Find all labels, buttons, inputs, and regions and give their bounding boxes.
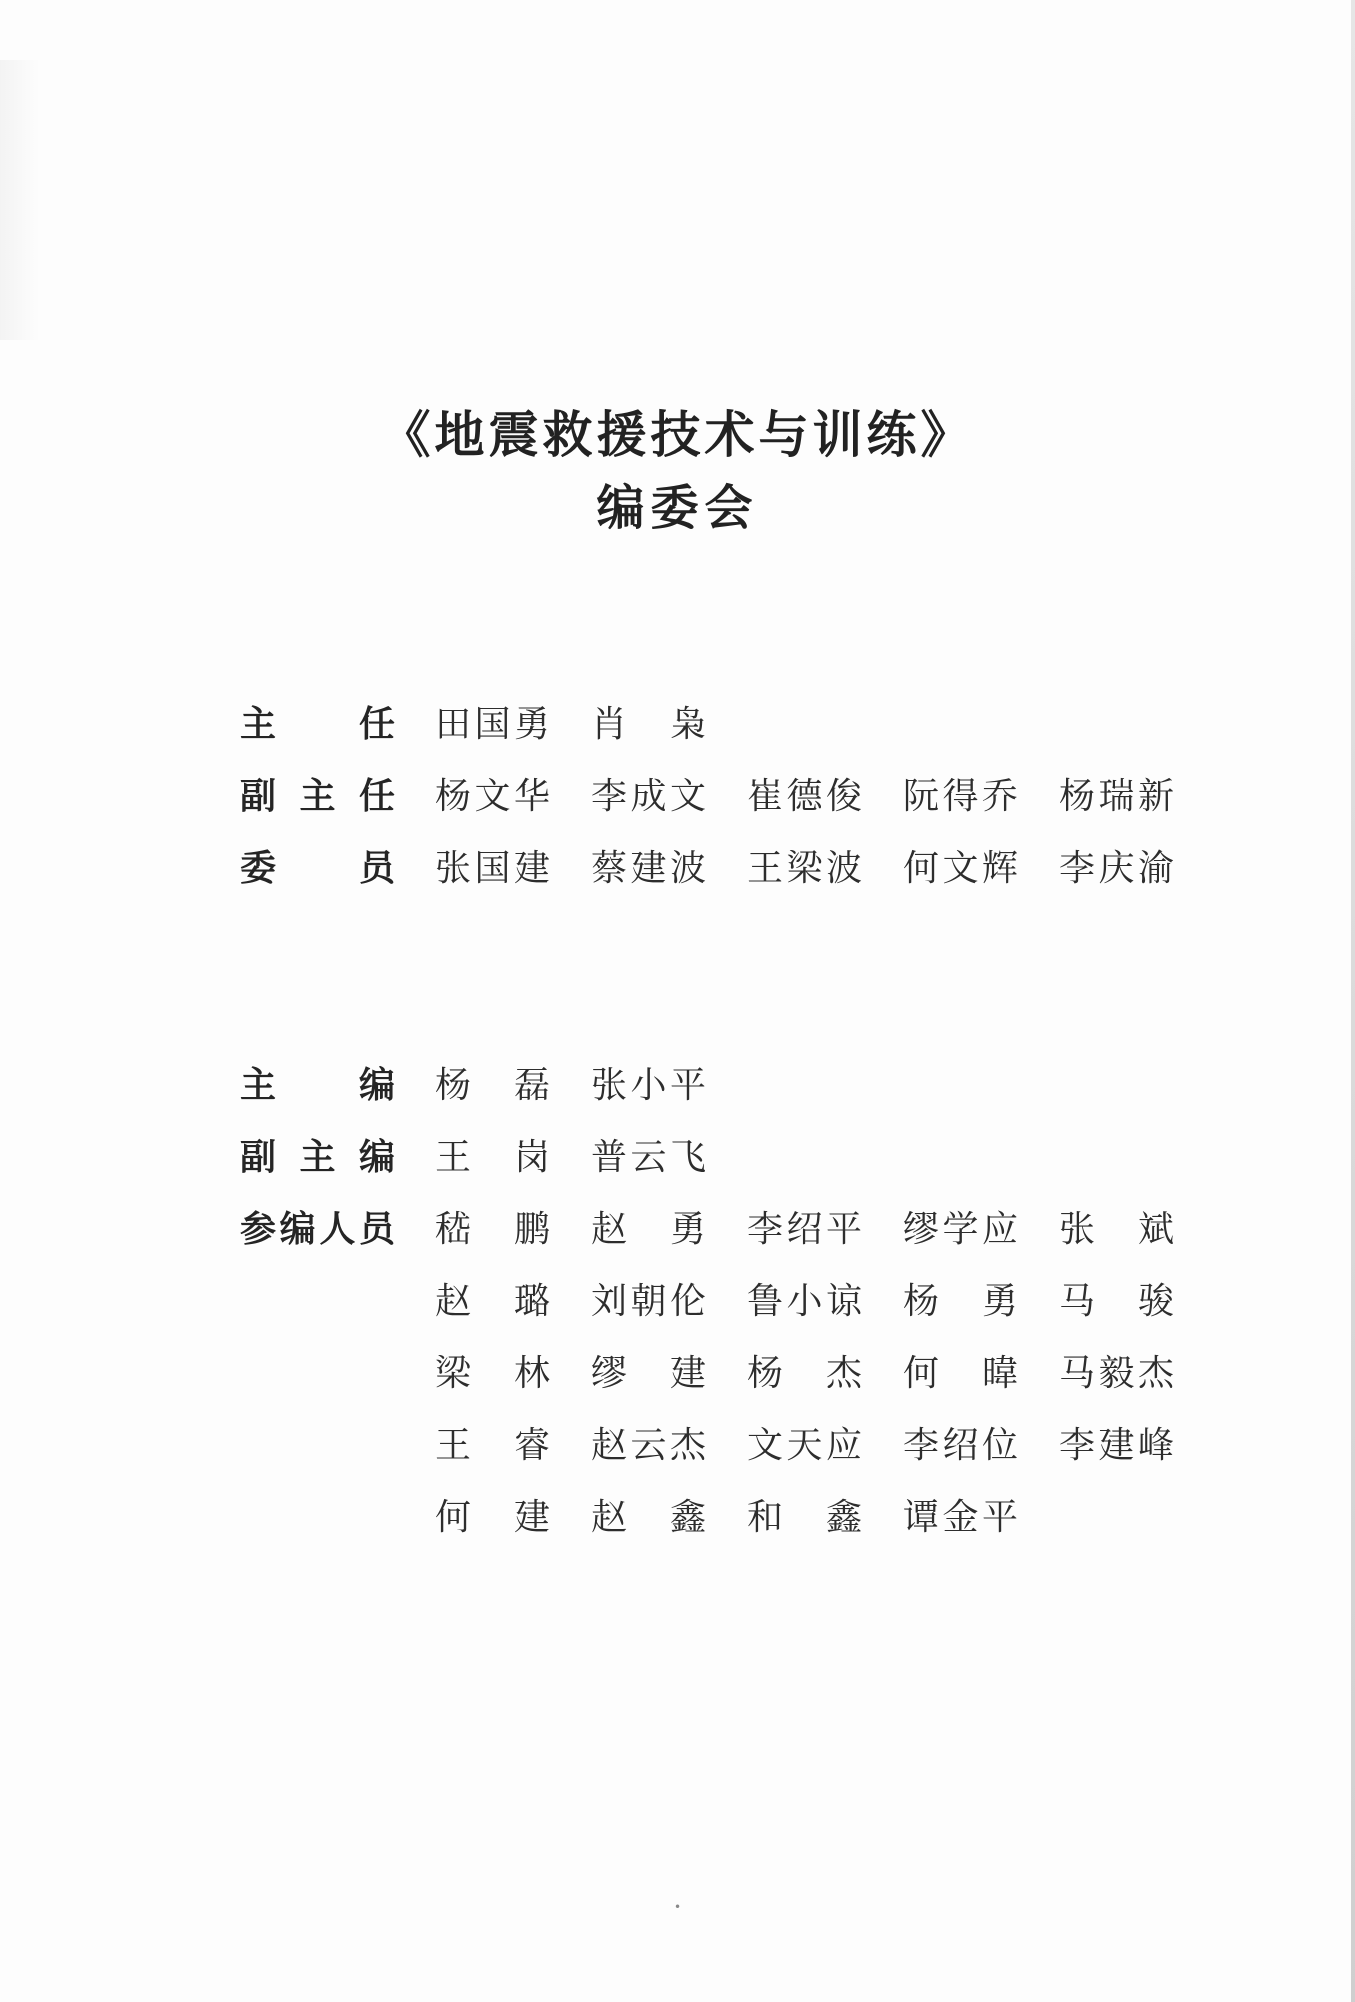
book-title: 《地震救援技术与训练》 (380, 406, 975, 464)
member-name: 张小平 (591, 1064, 706, 1106)
member-name: 王 睿 (435, 1424, 550, 1466)
name-list (435, 1273, 1215, 1324)
member-name: 杨瑞新 (1059, 775, 1174, 817)
roster-row-contributors-cont (240, 1406, 1215, 1478)
member-name: 蔡建波 (591, 847, 706, 889)
member-name: 赵 璐 (435, 1280, 550, 1322)
name-list (435, 1345, 1215, 1396)
committee-title: 编委会 (596, 480, 759, 536)
scan-shadow (0, 60, 40, 340)
member-name: 何 建 (435, 1496, 550, 1538)
member-name: 田国勇 (435, 703, 550, 745)
member-name: 王梁波 (747, 847, 862, 889)
roster-row-members (240, 829, 1215, 901)
roster-row-director (240, 685, 1215, 757)
member-name: 杨 磊 (435, 1064, 550, 1106)
member-name: 李庆渝 (1059, 847, 1174, 889)
name-list (435, 1417, 1215, 1468)
page-folio: • (673, 1900, 682, 1914)
name-list (435, 1201, 1215, 1252)
member-name: 李成文 (591, 775, 706, 817)
scan-edge (1351, 0, 1355, 2002)
member-name: 赵 鑫 (591, 1496, 706, 1538)
member-name: 张 斌 (1059, 1208, 1174, 1250)
member-name: 张国建 (435, 847, 550, 889)
member-name: 何文辉 (903, 847, 1018, 889)
editor-roster (240, 1046, 1215, 1550)
member-name: 赵云杰 (591, 1424, 706, 1466)
member-name: 和 鑫 (747, 1496, 862, 1538)
roster-row-contributors-cont (240, 1334, 1215, 1406)
member-name: 肖 枭 (591, 703, 706, 745)
member-name: 嵇 鹏 (435, 1208, 550, 1250)
member-name: 普云飞 (591, 1136, 706, 1178)
name-list (435, 1129, 747, 1180)
member-name: 杨 杰 (747, 1352, 862, 1394)
member-name: 李绍平 (747, 1208, 862, 1250)
name-list (435, 696, 747, 747)
member-name: 鲁小谅 (747, 1280, 862, 1322)
member-name: 赵 勇 (591, 1208, 706, 1250)
roster-row-deputy-director (240, 757, 1215, 829)
role-label: 主 编 (240, 1064, 395, 1106)
member-name: 王 岗 (435, 1136, 550, 1178)
name-list (435, 1057, 747, 1108)
roster-row-chief-editor (240, 1046, 1215, 1118)
roster-row-deputy-editor (240, 1118, 1215, 1190)
name-list (435, 768, 1215, 819)
member-name: 文天应 (747, 1424, 862, 1466)
role-label: 参编人员 (240, 1208, 395, 1250)
member-name: 谭金平 (903, 1496, 1018, 1538)
committee-roster (240, 685, 1215, 901)
member-name: 缪 建 (591, 1352, 706, 1394)
member-name: 何 暐 (903, 1352, 1018, 1394)
role-label: 主 任 (240, 703, 395, 745)
title-block (0, 400, 1355, 544)
member-name: 崔德俊 (747, 775, 862, 817)
member-name: 李建峰 (1059, 1424, 1174, 1466)
member-name: 马 骏 (1059, 1280, 1174, 1322)
roster-row-contributors (240, 1190, 1215, 1262)
member-name: 杨文华 (435, 775, 550, 817)
member-name: 梁 林 (435, 1352, 550, 1394)
member-name: 杨 勇 (903, 1280, 1018, 1322)
member-name: 李绍位 (903, 1424, 1018, 1466)
member-name: 阮得乔 (903, 775, 1018, 817)
role-label: 副 主 编 (240, 1136, 395, 1178)
name-list (435, 1489, 1059, 1540)
role-label: 副 主 任 (240, 775, 395, 817)
name-list (435, 840, 1215, 891)
roster-row-contributors-cont (240, 1262, 1215, 1334)
roster-row-contributors-cont (240, 1478, 1215, 1550)
member-name: 刘朝伦 (591, 1280, 706, 1322)
member-name: 马毅杰 (1059, 1352, 1174, 1394)
role-label: 委 员 (240, 847, 395, 889)
member-name: 缪学应 (903, 1208, 1018, 1250)
